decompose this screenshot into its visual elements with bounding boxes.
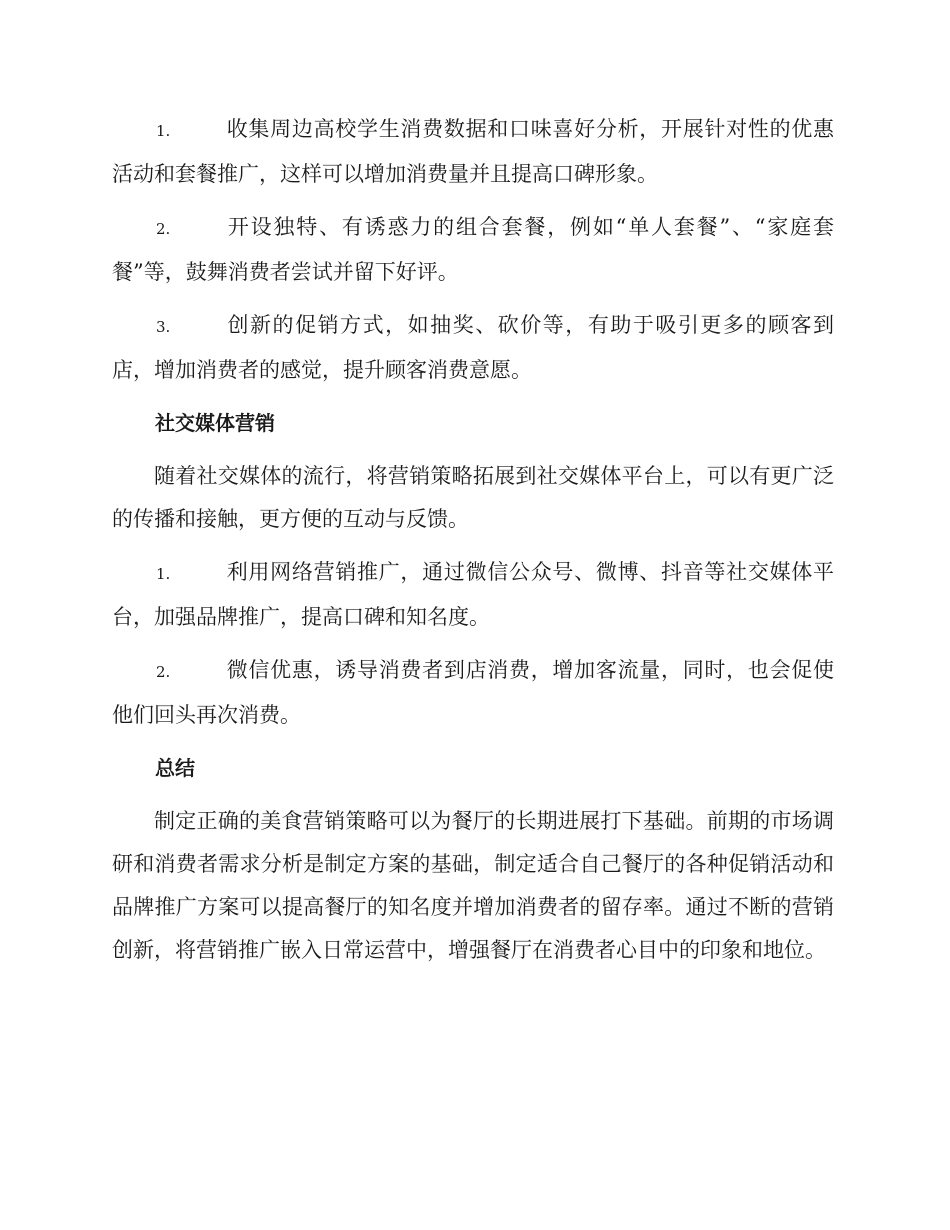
list-item [112, 108, 834, 196]
list-item-text: 创新的促销方式，如抽奖、砍价等，有助于吸引更多的顾客到店，增加消费者的感觉，提升顾客消费意愿。 [112, 313, 834, 382]
section-intro-paragraph: 随着社交媒体的流行，将营销策略拓展到社交媒体平台上，可以有更广泛的传播和接触，更方便的互动与反馈。 [112, 464, 834, 531]
section-heading-social-media: 社交媒体营销 [155, 411, 275, 435]
list-item [112, 551, 834, 639]
list-item-text: 利用网络营销推广，通过微信公众号、微博、抖音等社交媒体平台，加强品牌推广，提高口碑和知名度。 [112, 560, 834, 629]
list-item-text: 开设独特、有诱惑力的组合套餐，例如“单人套餐”、“家庭套餐”等，鼓舞消费者尝试并留下好评。 [112, 215, 834, 284]
section-heading-summary: 总结 [155, 756, 195, 780]
summary-paragraph: 制定正确的美食营销策略可以为餐厅的长期进展打下基础。前期的市场调研和消费者需求分析是制定方案的基础，制定适合自己餐厅的各种促销活动和品牌推广方案可以提高餐厅的知名度并增加消费者的留存率。通过不断的营销创新，将营销推广嵌入日常运营中，增强餐厅在消费者心目中的印象和地位。 [112, 809, 834, 962]
list-item [112, 206, 834, 294]
list-number: 2. [156, 663, 171, 681]
list-item-text: 微信优惠，诱导消费者到店消费，增加客流量，同时，也会促使他们回头再次消费。 [112, 658, 834, 727]
list-item [112, 304, 834, 392]
list-number: 3. [156, 318, 171, 336]
list-number: 1. [156, 122, 171, 140]
list-number: 1. [156, 565, 171, 583]
document-page [112, 108, 834, 982]
list-item-text: 收集周边高校学生消费数据和口味喜好分析，开展针对性的优惠活动和套餐推广，这样可以增加消费量并且提高口碑形象。 [112, 117, 834, 186]
list-number: 2. [156, 220, 171, 238]
list-item [112, 649, 834, 737]
